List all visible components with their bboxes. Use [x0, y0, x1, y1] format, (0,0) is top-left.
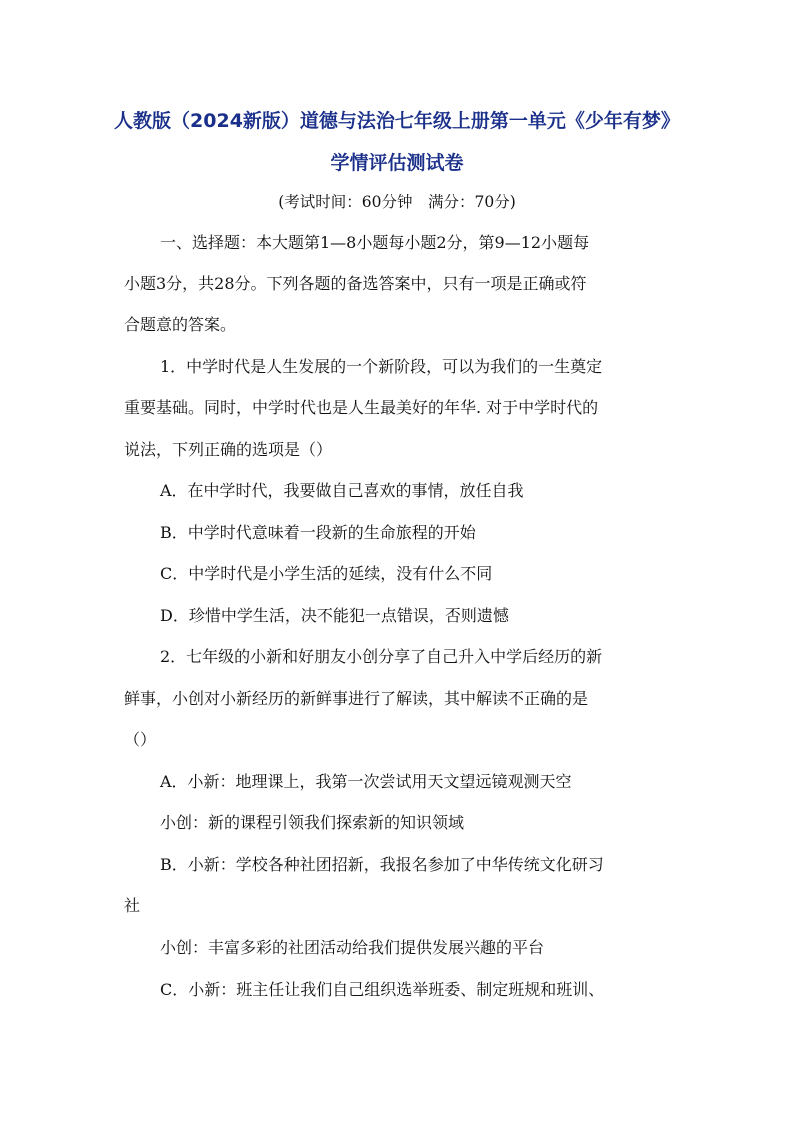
document-title-line-2: 学情评估测试卷 — [330, 152, 464, 174]
question-1-stem-line-2: 重要基础。同时，中学时代也是人生最美好的年华. 对于中学时代的 — [124, 398, 599, 417]
question-1-option-d: D．珍惜中学生活，决不能犯一点错误，否则遗憾 — [160, 606, 509, 625]
question-1-option-c: C．中学时代是小学生活的延续，没有什么不同 — [160, 564, 493, 583]
section-instructions-line-2: 小题3分，共28分。下列各题的备选答案中，只有一项是正确或符 — [124, 274, 587, 293]
question-2-option-b-line-1: B．小新：学校各种社团招新，我报名参加了中华传统文化研习 — [160, 855, 604, 874]
question-2-option-a-line-2: 小创：新的课程引领我们探索新的知识领域 — [160, 813, 465, 832]
question-2-option-a-line-1: A．小新：地理课上，我第一次尝试用天文望远镜观测天空 — [160, 772, 572, 791]
question-1-option-b: B．中学时代意味着一段新的生命旅程的开始 — [160, 523, 476, 542]
question-1-option-a: A．在中学时代，我要做自己喜欢的事情，放任自我 — [160, 481, 524, 500]
question-2-option-b-line-2: 社 — [124, 896, 141, 915]
question-2-stem-line-3: （） — [124, 730, 157, 749]
exam-info: (考试时间：60分钟 满分：70分) — [278, 193, 516, 211]
section-instructions-line-1: 一、选择题：本大题第1—8小题每小题2分，第9—12小题每 — [160, 233, 590, 252]
question-2-option-b-line-3: 小创：丰富多彩的社团活动给我们提供发展兴趣的平台 — [160, 938, 545, 957]
document-title-line-1: 人教版（2024新版）道德与法治七年级上册第一单元《少年有梦》 — [114, 110, 680, 132]
section-instructions-line-3: 合题意的答案。 — [124, 315, 237, 334]
question-1-stem-line-1: 1．中学时代是人生发展的一个新阶段，可以为我们的一生奠定 — [160, 357, 603, 376]
question-1-stem-line-3: 说法，下列正确的选项是（） — [124, 440, 333, 459]
question-2-option-c-line-1: C．小新：班主任让我们自己组织选举班委、制定班规和班训、 — [160, 980, 605, 999]
question-2-stem-line-1: 2．七年级的小新和好朋友小创分享了自己升入中学后经历的新 — [160, 647, 603, 666]
question-2-stem-line-2: 鲜事，小创对小新经历的新鲜事进行了解读，其中解读不正确的是 — [124, 689, 589, 708]
